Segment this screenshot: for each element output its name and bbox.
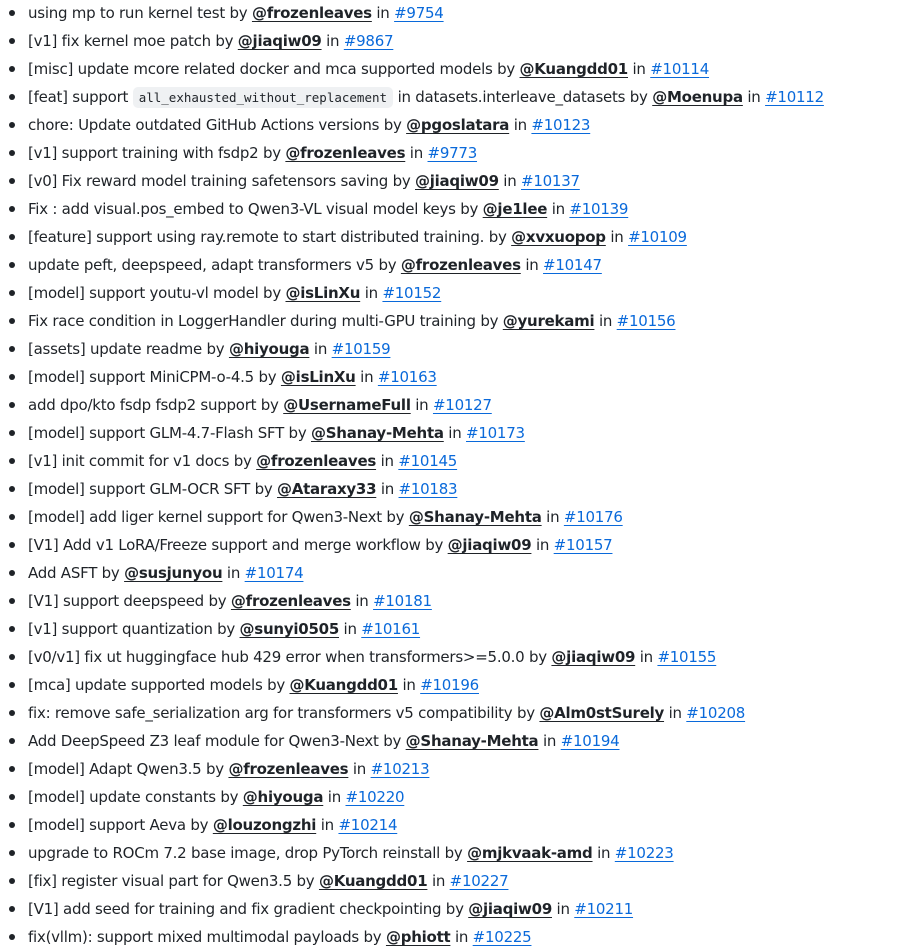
pr-link[interactable]: #9754 bbox=[394, 4, 444, 22]
in-label: in bbox=[360, 368, 374, 386]
pr-link[interactable]: #10112 bbox=[765, 88, 824, 106]
user-link[interactable]: @Alm0stSurely bbox=[539, 704, 665, 722]
item-text: in datasets.interleave_datasets bbox=[397, 88, 626, 106]
list-item bbox=[0, 643, 824, 671]
by-label: by bbox=[258, 368, 277, 386]
pr-link[interactable]: #9867 bbox=[343, 32, 394, 50]
item-text: [V1] support deepspeed bbox=[28, 592, 204, 610]
pr-link[interactable]: #10227 bbox=[449, 872, 509, 890]
list-item bbox=[0, 503, 824, 531]
user-link[interactable]: @frozenleaves bbox=[400, 256, 521, 274]
by-label: by bbox=[190, 816, 209, 834]
list-item bbox=[0, 531, 824, 559]
pr-link[interactable]: #10145 bbox=[398, 452, 458, 470]
list-item bbox=[0, 559, 824, 587]
in-label: in bbox=[610, 228, 624, 246]
user-link[interactable]: @phiott bbox=[385, 928, 451, 946]
in-label: in bbox=[525, 256, 539, 274]
user-link[interactable]: @hiyouga bbox=[242, 788, 324, 806]
user-link[interactable]: @Moenupa bbox=[652, 88, 743, 106]
list-item bbox=[0, 447, 824, 475]
in-label: in bbox=[632, 60, 646, 78]
pr-link[interactable]: #10161 bbox=[361, 620, 421, 638]
list-item bbox=[0, 363, 824, 391]
user-link[interactable]: @susjunyou bbox=[124, 564, 223, 582]
by-label: by bbox=[425, 536, 444, 554]
in-label: in bbox=[503, 172, 517, 190]
user-link[interactable]: @Kuangdd01 bbox=[289, 676, 398, 694]
list-item bbox=[0, 923, 824, 951]
pr-link[interactable]: #9773 bbox=[427, 144, 478, 162]
list-item bbox=[0, 867, 824, 895]
in-label: in bbox=[598, 312, 613, 330]
list-item bbox=[0, 223, 824, 251]
pr-link[interactable]: #10156 bbox=[616, 312, 676, 330]
item-text: [model] support MiniCPM-o-4.5 bbox=[28, 368, 254, 386]
item-text: [feature] support using ray.remote to start distributed training. bbox=[28, 228, 485, 246]
user-link[interactable]: @frozenleaves bbox=[230, 592, 351, 610]
by-label: by bbox=[392, 172, 411, 190]
pr-link[interactable]: #10211 bbox=[574, 900, 634, 918]
pr-link[interactable]: #10214 bbox=[338, 816, 398, 834]
user-link[interactable]: @je1lee bbox=[482, 200, 548, 218]
item-text: Fix race condition in LoggerHandler during multi-GPU training bbox=[28, 312, 476, 330]
in-label: in bbox=[415, 396, 429, 414]
by-label: by bbox=[497, 60, 516, 78]
user-link[interactable]: @isLinXu bbox=[285, 284, 361, 302]
in-label: in bbox=[513, 116, 527, 134]
by-label: by bbox=[629, 88, 648, 106]
item-text: [feat] support bbox=[28, 88, 129, 106]
user-link[interactable]: @frozenleaves bbox=[251, 4, 372, 22]
by-label: by bbox=[233, 452, 252, 470]
in-label: in bbox=[542, 732, 557, 750]
user-link[interactable]: @UsernameFull bbox=[283, 396, 411, 414]
in-label: in bbox=[380, 452, 394, 470]
item-text: chore: Update outdated GitHub Actions versions bbox=[28, 116, 380, 134]
list-item bbox=[0, 391, 824, 419]
item-text: [model] support youtu-vl model bbox=[28, 284, 259, 302]
by-label: by bbox=[480, 312, 499, 330]
user-link[interactable]: @louzongzhi bbox=[212, 816, 317, 834]
pr-link[interactable]: #10213 bbox=[370, 760, 430, 778]
by-label: by bbox=[260, 396, 279, 414]
user-link[interactable]: @mjkvaak-amd bbox=[467, 844, 593, 862]
list-item bbox=[0, 27, 824, 55]
by-label: by bbox=[516, 704, 535, 722]
list-item bbox=[0, 839, 824, 867]
item-text: using mp to run kernel test bbox=[28, 4, 225, 22]
inline-code: all_exhausted_without_replacement bbox=[133, 87, 393, 108]
list-item bbox=[0, 755, 824, 783]
pr-link[interactable]: #10225 bbox=[472, 928, 532, 946]
by-label: by bbox=[460, 200, 479, 218]
list-item bbox=[0, 335, 824, 363]
item-text: [assets] update readme bbox=[28, 340, 202, 358]
user-link[interactable]: @Kuangdd01 bbox=[318, 872, 428, 890]
list-item bbox=[0, 727, 824, 755]
pr-link[interactable]: #10181 bbox=[373, 592, 432, 610]
list-item bbox=[0, 167, 824, 195]
by-label: by bbox=[215, 32, 234, 50]
user-link[interactable]: @frozenleaves bbox=[256, 452, 377, 470]
item-text: Add ASFT bbox=[28, 564, 98, 582]
by-label: by bbox=[208, 592, 227, 610]
item-text: [model] add liger kernel support for Qwen3-Next bbox=[28, 508, 382, 526]
pr-link[interactable]: #10174 bbox=[244, 564, 304, 582]
in-label: in bbox=[668, 704, 682, 722]
by-label: by bbox=[263, 284, 281, 302]
list-item bbox=[0, 55, 824, 83]
item-text: [model] support GLM-OCR SFT bbox=[28, 480, 251, 498]
by-label: by bbox=[528, 648, 547, 666]
user-link[interactable]: @frozenleaves bbox=[285, 144, 406, 162]
by-label: by bbox=[262, 144, 281, 162]
list-item bbox=[0, 251, 824, 279]
user-link[interactable]: @hiyouga bbox=[228, 340, 310, 358]
item-text: fix: remove safe_serialization arg for transformers v5 compatibility bbox=[28, 704, 513, 722]
user-link[interactable]: @jiaqiw09 bbox=[447, 536, 532, 554]
pr-link[interactable]: #10196 bbox=[420, 676, 479, 694]
by-label: by bbox=[488, 228, 507, 246]
by-label: by bbox=[288, 424, 307, 442]
user-link[interactable]: @xvxuopop bbox=[511, 228, 606, 246]
list-item bbox=[0, 811, 824, 839]
pr-link[interactable]: #10176 bbox=[563, 508, 623, 526]
by-label: by bbox=[386, 508, 405, 526]
user-link[interactable]: @jiaqiw09 bbox=[415, 172, 499, 190]
in-label: in bbox=[352, 760, 367, 778]
list-item bbox=[0, 587, 824, 615]
in-label: in bbox=[431, 872, 446, 890]
by-label: by bbox=[383, 116, 402, 134]
in-label: in bbox=[364, 284, 378, 302]
pr-link[interactable]: #10173 bbox=[466, 424, 525, 442]
in-label: in bbox=[326, 32, 340, 50]
item-text: [mca] update supported models bbox=[28, 676, 263, 694]
item-text: update peft, deepspeed, adapt transformers v5 bbox=[28, 256, 374, 274]
item-text: [fix] register visual part for Qwen3.5 bbox=[28, 872, 292, 890]
by-label: by bbox=[383, 732, 402, 750]
list-item bbox=[0, 475, 824, 503]
item-text: add dpo/kto fsdp fsdp2 support bbox=[28, 396, 257, 414]
in-label: in bbox=[380, 480, 394, 498]
item-text: [v0] Fix reward model training safetensors saving bbox=[28, 172, 389, 190]
pr-link[interactable]: #10109 bbox=[628, 228, 687, 246]
by-label: by bbox=[444, 844, 463, 862]
pr-link[interactable]: #10183 bbox=[398, 480, 458, 498]
list-item bbox=[0, 699, 824, 727]
user-link[interactable]: @sunyi0505 bbox=[239, 620, 339, 638]
item-text: Add DeepSpeed Z3 leaf module for Qwen3-Next bbox=[28, 732, 379, 750]
user-link[interactable]: @Shanay-Mehta bbox=[405, 732, 539, 750]
in-label: in bbox=[376, 4, 390, 22]
item-text: [model] update constants bbox=[28, 788, 216, 806]
pr-link[interactable]: #10139 bbox=[569, 200, 629, 218]
item-text: [v1] support quantization bbox=[28, 620, 213, 638]
pr-link[interactable]: #10127 bbox=[432, 396, 492, 414]
user-link[interactable]: @Kuangdd01 bbox=[519, 60, 628, 78]
pr-link[interactable]: #10163 bbox=[377, 368, 437, 386]
list-item bbox=[0, 895, 824, 923]
item-text: upgrade to ROCm 7.2 base image, drop PyTorch reinstall bbox=[28, 844, 441, 862]
list-item bbox=[0, 671, 824, 699]
pr-link[interactable]: #10137 bbox=[521, 172, 580, 190]
user-link[interactable]: @yurekami bbox=[502, 312, 595, 330]
by-label: by bbox=[267, 676, 285, 694]
by-label: by bbox=[363, 928, 382, 946]
by-label: by bbox=[445, 900, 464, 918]
in-label: in bbox=[313, 340, 328, 358]
pr-link[interactable]: #10208 bbox=[686, 704, 746, 722]
pr-link[interactable]: #10114 bbox=[650, 60, 710, 78]
pr-link[interactable]: #10223 bbox=[614, 844, 674, 862]
in-label: in bbox=[320, 816, 334, 834]
list-item bbox=[0, 783, 824, 811]
in-label: in bbox=[535, 536, 550, 554]
user-link[interactable]: @jiaqiw09 bbox=[551, 648, 636, 666]
in-label: in bbox=[448, 424, 462, 442]
list-item bbox=[0, 307, 824, 335]
list-item bbox=[0, 615, 824, 643]
by-label: by bbox=[217, 620, 236, 638]
user-link[interactable]: @isLinXu bbox=[280, 368, 356, 386]
item-text: [V1] Add v1 LoRA/Freeze support and merge workflow bbox=[28, 536, 421, 554]
pr-link[interactable]: #10123 bbox=[531, 116, 591, 134]
in-label: in bbox=[327, 788, 341, 806]
list-item bbox=[0, 83, 824, 111]
item-text: [model] support GLM-4.7-Flash SFT bbox=[28, 424, 285, 442]
list-item bbox=[0, 139, 824, 167]
pr-link[interactable]: #10157 bbox=[553, 536, 613, 554]
list-item bbox=[0, 195, 824, 223]
list-item bbox=[0, 279, 824, 307]
by-label: by bbox=[220, 788, 239, 806]
item-text: fix(vllm): support mixed multimodal payloads bbox=[28, 928, 359, 946]
user-link[interactable]: @pgoslatara bbox=[406, 116, 510, 134]
item-text: [misc] update mcore related docker and mca supported models bbox=[28, 60, 493, 78]
list-item bbox=[0, 0, 824, 27]
in-label: in bbox=[546, 508, 560, 526]
item-text: [model] support Aeva bbox=[28, 816, 186, 834]
in-label: in bbox=[226, 564, 241, 582]
user-link[interactable]: @Shanay-Mehta bbox=[408, 508, 542, 526]
by-label: by bbox=[206, 340, 225, 358]
pr-link[interactable]: #10147 bbox=[543, 256, 602, 274]
by-label: by bbox=[296, 872, 315, 890]
item-text: [v0/v1] fix ut huggingface hub 429 error when transformers>=5.0.0 bbox=[28, 648, 525, 666]
user-link[interactable]: @Shanay-Mehta bbox=[310, 424, 444, 442]
pr-link[interactable]: #10155 bbox=[657, 648, 717, 666]
user-link[interactable]: @frozenleaves bbox=[228, 760, 349, 778]
item-text: [v1] support training with fsdp2 bbox=[28, 144, 259, 162]
pr-link[interactable]: #10220 bbox=[345, 788, 405, 806]
in-label: in bbox=[409, 144, 423, 162]
item-text: [model] Adapt Qwen3.5 bbox=[28, 760, 202, 778]
in-label: in bbox=[551, 200, 565, 218]
item-text: Fix : add visual.pos_embed to Qwen3-VL visual model keys bbox=[28, 200, 456, 218]
pr-link[interactable]: #10159 bbox=[331, 340, 391, 358]
by-label: by bbox=[206, 760, 224, 778]
user-link[interactable]: @jiaqiw09 bbox=[237, 32, 322, 50]
in-label: in bbox=[597, 844, 611, 862]
in-label: in bbox=[454, 928, 469, 946]
item-text: [V1] add seed for training and fix gradient checkpointing bbox=[28, 900, 442, 918]
in-label: in bbox=[402, 676, 416, 694]
list-item bbox=[0, 111, 824, 139]
pr-link[interactable]: #10194 bbox=[560, 732, 620, 750]
by-label: by bbox=[254, 480, 273, 498]
by-label: by bbox=[101, 564, 120, 582]
in-label: in bbox=[639, 648, 653, 666]
pr-link[interactable]: #10152 bbox=[382, 284, 442, 302]
in-label: in bbox=[355, 592, 369, 610]
in-label: in bbox=[747, 88, 761, 106]
in-label: in bbox=[343, 620, 357, 638]
user-link[interactable]: @Ataraxy33 bbox=[277, 480, 377, 498]
in-label: in bbox=[556, 900, 570, 918]
by-label: by bbox=[378, 256, 397, 274]
user-link[interactable]: @jiaqiw09 bbox=[468, 900, 552, 918]
list-item bbox=[0, 419, 824, 447]
by-label: by bbox=[229, 4, 248, 22]
item-text: [v1] init commit for v1 docs bbox=[28, 452, 230, 470]
item-text: [v1] fix kernel moe patch bbox=[28, 32, 211, 50]
